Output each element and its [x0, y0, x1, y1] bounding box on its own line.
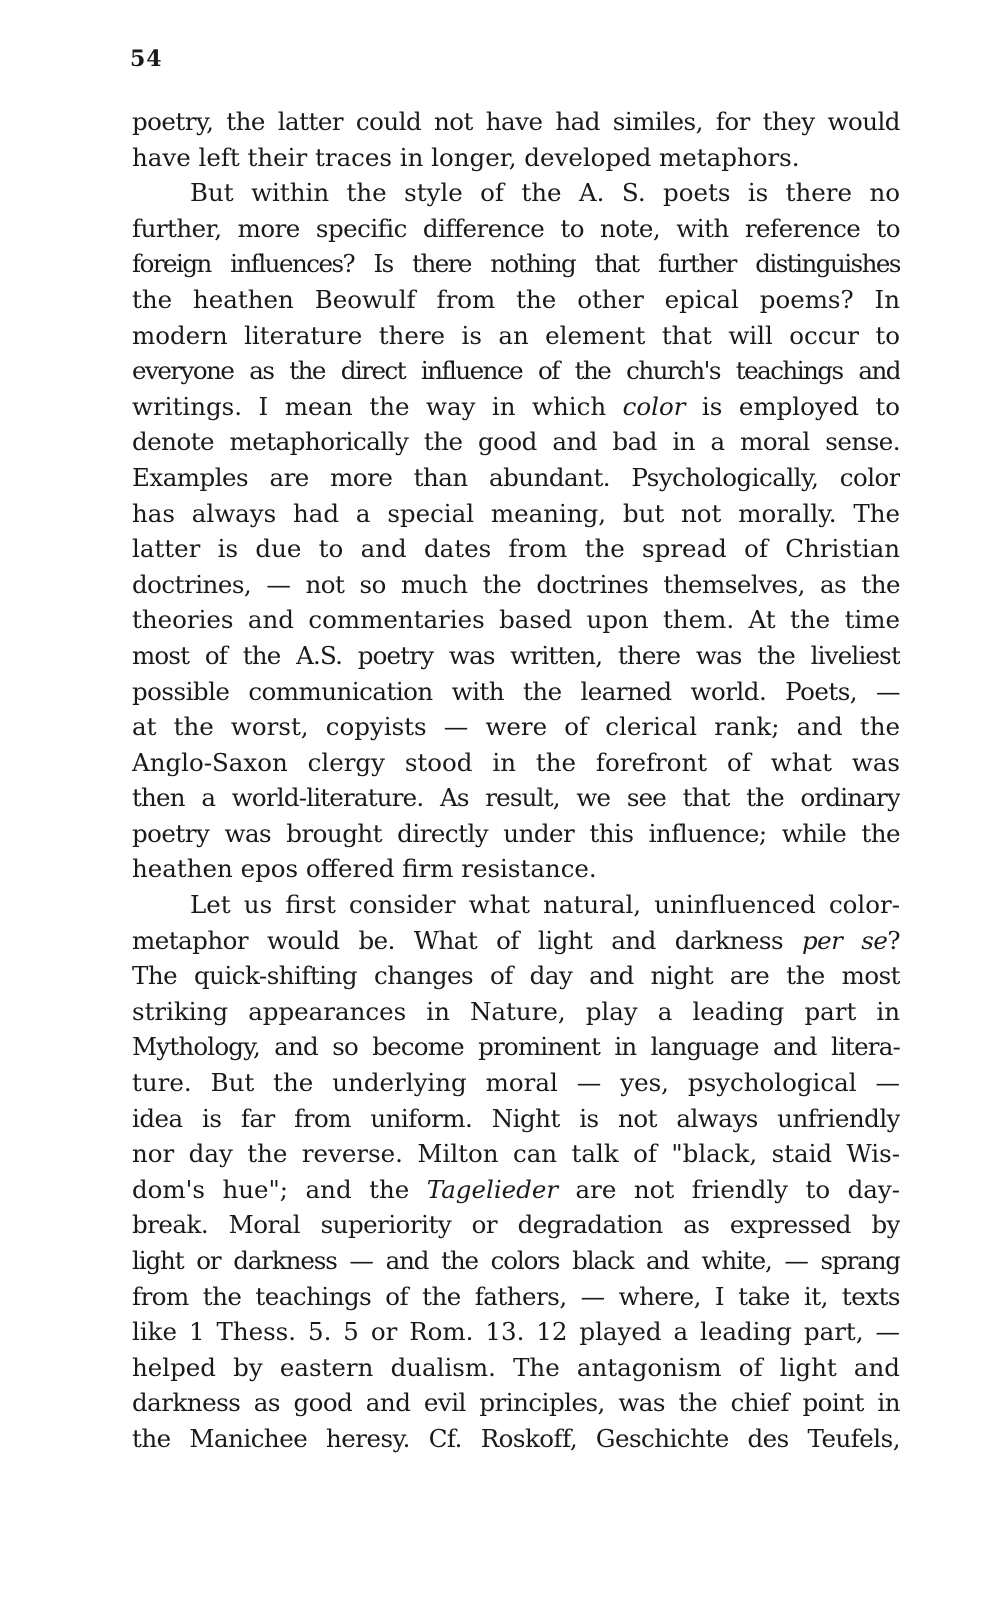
- text-line: Examples are more than abundant. Psychologically, color: [132, 462, 900, 492]
- text-line: like 1 Thess. 5. 5 or Rom. 13. 12 played a leading part, —: [132, 1317, 900, 1347]
- text-line: metaphor would be. What of light and darkness per se?: [132, 925, 900, 955]
- text-line: break. Moral superiority or degradation as expressed by: [132, 1210, 900, 1240]
- text-line: have left their traces in longer, developed metaphors.: [132, 142, 800, 172]
- text-line: poetry, the latter could not have had similes, for they would: [132, 107, 900, 136]
- text-line: nor day the reverse. Milton can talk of "black, staid Wis-: [132, 1139, 900, 1169]
- text-line: dom's hue"; and the Tagelieder are not friendly to day-: [132, 1174, 900, 1204]
- text-line: latter is due to and dates from the spread of Christian: [132, 534, 900, 564]
- text-line: at the worst, copyists — were of clerical rank; and the: [132, 712, 900, 742]
- text-line: Let us first consider what natural, uninfluenced color-: [190, 890, 900, 920]
- text-line: idea is far from uniform. Night is not always unfriendly: [132, 1103, 900, 1133]
- text-line: then a world-literature. As result, we see that the ordinary: [132, 783, 900, 813]
- text-line: further, more specific difference to note, with reference to: [132, 213, 900, 243]
- text-line: The quick-shifting changes of day and night are the most: [132, 961, 900, 991]
- text-line: darkness as good and evil principles, was the chief point in: [132, 1388, 900, 1418]
- page-number: 54: [130, 46, 163, 72]
- text-line: theories and commentaries based upon them. At the time: [132, 605, 900, 635]
- text-line: denote metaphorically the good and bad in a moral sense.: [132, 427, 900, 457]
- text-line: foreign influences? Is there nothing that further distinguishes: [132, 249, 900, 279]
- text-line: striking appearances in Nature, play a leading part in: [132, 996, 900, 1026]
- text-line: doctrines, — not so much the doctrines themselves, as the: [132, 569, 900, 599]
- text-line: heathen epos offered firm resistance.: [132, 854, 597, 884]
- text-line: the Manichee heresy. Cf. Roskoff, Geschichte des Teufels,: [132, 1423, 900, 1453]
- text-line: modern literature there is an element that will occur to: [132, 320, 900, 350]
- text-line: possible communication with the learned world. Poets, —: [132, 676, 900, 706]
- text-line: has always had a special meaning, but not morally. The: [132, 498, 900, 528]
- text-line: Anglo-Saxon clergy stood in the forefront of what was: [132, 747, 900, 777]
- text-line: everyone as the direct influence of the church's teachings and: [132, 356, 900, 386]
- text-line: most of the A.S. poetry was written, there was the liveliest: [132, 640, 900, 670]
- text-line: the heathen Beowulf from the other epical poems? In: [132, 284, 900, 314]
- text-line: poetry was brought directly under this influence; while the: [132, 818, 900, 848]
- text-line: helped by eastern dualism. The antagonism of light and: [132, 1352, 900, 1382]
- text-line: writings. I mean the way in which color is employed to: [132, 391, 900, 421]
- text-line: But within the style of the A. S. poets is there no: [190, 178, 900, 208]
- body-text: [132, 104, 900, 1457]
- text-line: ture. But the underlying moral — yes, psychological —: [132, 1068, 900, 1098]
- text-line: from the teachings of the fathers, — where, I take it, texts: [132, 1281, 900, 1311]
- text-line: Mythology, and so become prominent in language and litera-: [132, 1032, 900, 1062]
- text-line: light or darkness — and the colors black and white, — sprang: [132, 1246, 900, 1275]
